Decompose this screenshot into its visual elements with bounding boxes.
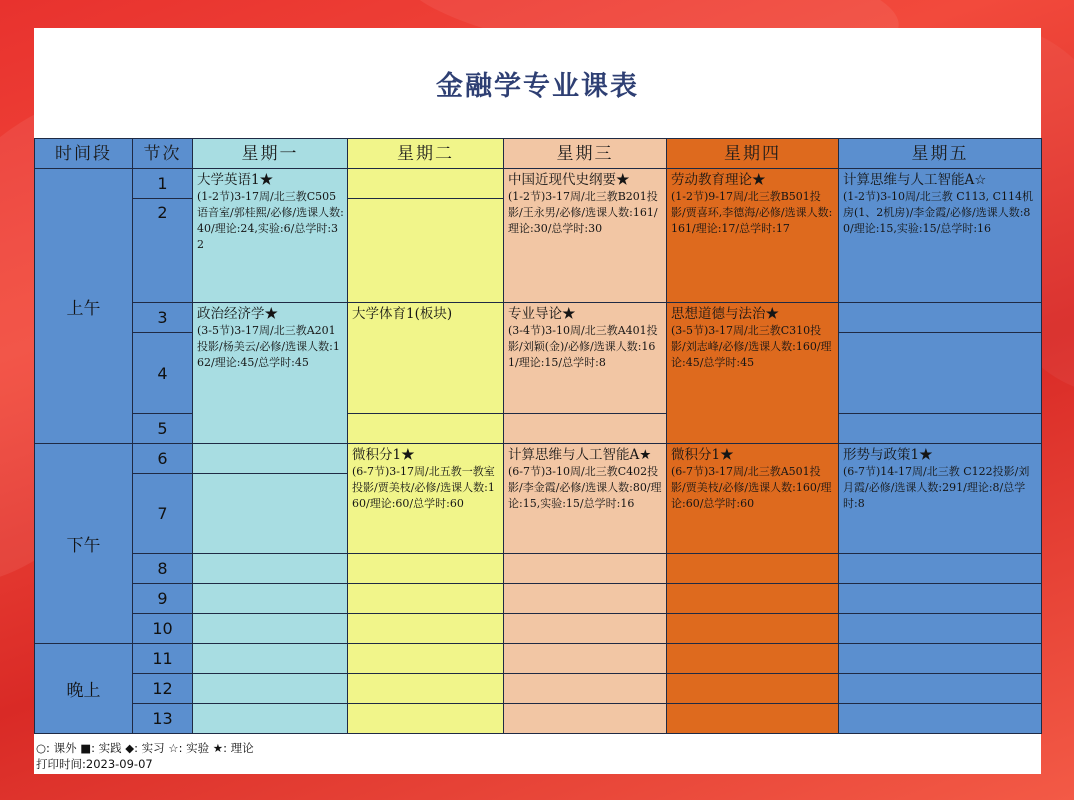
- empty-cell: [667, 704, 839, 734]
- course-name: 专业导论★: [508, 306, 576, 322]
- course-detail: (6-7节)14-17周/北三教 C122投影/刘月霞/必修/选课人数:291/理论:8/总学时:8: [843, 465, 1030, 510]
- empty-cell: [839, 333, 1042, 414]
- course-cell[interactable]: [839, 169, 1042, 303]
- empty-cell: [504, 584, 667, 614]
- empty-cell: [839, 674, 1042, 704]
- section-number: 11: [133, 644, 193, 674]
- empty-cell: [348, 414, 504, 444]
- section-number: 5: [133, 414, 193, 444]
- header-row: [35, 139, 1042, 169]
- course-name: 政治经济学★: [197, 306, 278, 322]
- course-detail: (6-7节)3-17周/北五教一教室投影/贾美枝/必修/选课人数:160/理论:60/总学时:60: [352, 465, 495, 510]
- empty-cell: [667, 644, 839, 674]
- course-detail: (3-5节)3-17周/北三教C310投影/刘志峰/必修/选课人数:160/理论:45/总学时:45: [671, 324, 832, 369]
- empty-cell: [193, 474, 348, 554]
- course-name: 劳动教育理论★: [671, 172, 766, 188]
- section-number: 9: [133, 584, 193, 614]
- empty-cell: [839, 704, 1042, 734]
- header-period: 时间段: [35, 139, 133, 169]
- section-number: 10: [133, 614, 193, 644]
- empty-cell: [667, 614, 839, 644]
- empty-cell: [504, 674, 667, 704]
- course-detail: (1-2节)9-17周/北三教B501投影/贾喜环,李德海/必修/选课人数:161/理论:17/总学时:17: [671, 190, 833, 235]
- course-name: 大学体育1(板块): [352, 306, 453, 322]
- empty-cell: [348, 674, 504, 704]
- course-detail: (3-5节)3-17周/北三教A201投影/杨美云/必修/选课人数:162/理论:45/总学时:45: [197, 324, 340, 369]
- course-detail: (1-2节)3-17周/北三教B201投影/王永男/必修/选课人数:161/理论:30/总学时:30: [508, 190, 658, 235]
- empty-cell: [839, 303, 1042, 333]
- legend: ○: 课外 ■: 实践 ◆: 实习 ☆: 实验 ★: 理论: [36, 741, 254, 755]
- course-detail: (6-7节)3-10周/北三教C402投影/李金霞/必修/选课人数:80/理论:15,实验:15/总学时:16: [508, 465, 662, 510]
- empty-cell: [193, 614, 348, 644]
- empty-cell: [839, 414, 1042, 444]
- empty-cell: [193, 674, 348, 704]
- footer: [36, 740, 1036, 772]
- course-cell[interactable]: [193, 169, 348, 303]
- course-name: 中国近现代史纲要★: [508, 172, 630, 188]
- empty-cell: [667, 554, 839, 584]
- timetable-sheet: [34, 28, 1041, 774]
- header-wednesday: 星期三: [504, 139, 667, 169]
- empty-cell: [839, 584, 1042, 614]
- empty-cell: [348, 584, 504, 614]
- section-number: 1: [133, 169, 193, 199]
- course-detail: (1-2节)3-10周/北三教 C113, C114机房(1、2机房)/李金霞/必修/选课人数:80/理论:15,实验:15/总学时:16: [843, 190, 1034, 235]
- course-cell[interactable]: [504, 444, 667, 554]
- course-name: 计算思维与人工智能A☆: [843, 172, 987, 188]
- period-evening: 晚上: [35, 644, 133, 734]
- timetable-grid: [34, 138, 1042, 734]
- course-detail: (1-2节)3-17周/北三教C505语音室/郭桂熙/必修/选课人数:40/理论:24,实验:6/总学时:32: [197, 190, 344, 251]
- course-cell[interactable]: [348, 444, 504, 554]
- period-morning: 上午: [35, 169, 133, 444]
- course-name: 大学英语1★: [197, 172, 274, 188]
- header-thursday: 星期四: [667, 139, 839, 169]
- empty-cell: [504, 614, 667, 644]
- course-name: 计算思维与人工智能A★: [508, 447, 652, 463]
- empty-cell: [193, 584, 348, 614]
- empty-cell: [667, 584, 839, 614]
- print-time: 打印时间:2023-09-07: [36, 757, 153, 771]
- section-number: 13: [133, 704, 193, 734]
- course-cell[interactable]: [193, 303, 348, 444]
- page-title: 金融学专业课表: [436, 70, 639, 102]
- section-number: 7: [133, 474, 193, 554]
- empty-cell: [839, 644, 1042, 674]
- empty-cell: [193, 644, 348, 674]
- section-number: 8: [133, 554, 193, 584]
- course-cell[interactable]: [504, 169, 667, 303]
- course-name: 形势与政策1★: [843, 447, 933, 463]
- empty-cell: [348, 614, 504, 644]
- course-cell[interactable]: [667, 444, 839, 554]
- course-cell[interactable]: [504, 303, 667, 414]
- empty-cell: [504, 644, 667, 674]
- header-monday: 星期一: [193, 139, 348, 169]
- empty-cell: [504, 414, 667, 444]
- course-cell[interactable]: [839, 444, 1042, 554]
- section-number: 6: [133, 444, 193, 474]
- empty-cell: [839, 554, 1042, 584]
- section-number: 3: [133, 303, 193, 333]
- course-cell[interactable]: [667, 303, 839, 444]
- header-friday: 星期五: [839, 139, 1042, 169]
- period-afternoon: 下午: [35, 444, 133, 644]
- course-cell[interactable]: [348, 303, 504, 414]
- empty-cell: [193, 554, 348, 584]
- course-name: 微积分1★: [671, 447, 734, 463]
- section-number: 2: [133, 199, 193, 303]
- empty-cell: [667, 674, 839, 704]
- empty-cell: [504, 554, 667, 584]
- header-section: 节次: [133, 139, 193, 169]
- section-number: 4: [133, 333, 193, 414]
- empty-cell: [348, 169, 504, 199]
- course-cell[interactable]: [667, 169, 839, 303]
- empty-cell: [193, 704, 348, 734]
- empty-cell: [348, 199, 504, 303]
- header-tuesday: 星期二: [348, 139, 504, 169]
- empty-cell: [348, 554, 504, 584]
- empty-cell: [348, 704, 504, 734]
- course-name: 微积分1★: [352, 447, 415, 463]
- empty-cell: [348, 644, 504, 674]
- empty-cell: [504, 704, 667, 734]
- empty-cell: [193, 444, 348, 474]
- empty-cell: [839, 614, 1042, 644]
- course-detail: (3-4节)3-10周/北三教A401投影/刘颖(金)/必修/选课人数:161/理论:15/总学时:8: [508, 324, 658, 369]
- course-detail: (6-7节)3-17周/北三教A501投影/贾美枝/必修/选课人数:160/理论:60/总学时:60: [671, 465, 832, 510]
- course-name: 思想道德与法治★: [671, 306, 779, 322]
- section-number: 12: [133, 674, 193, 704]
